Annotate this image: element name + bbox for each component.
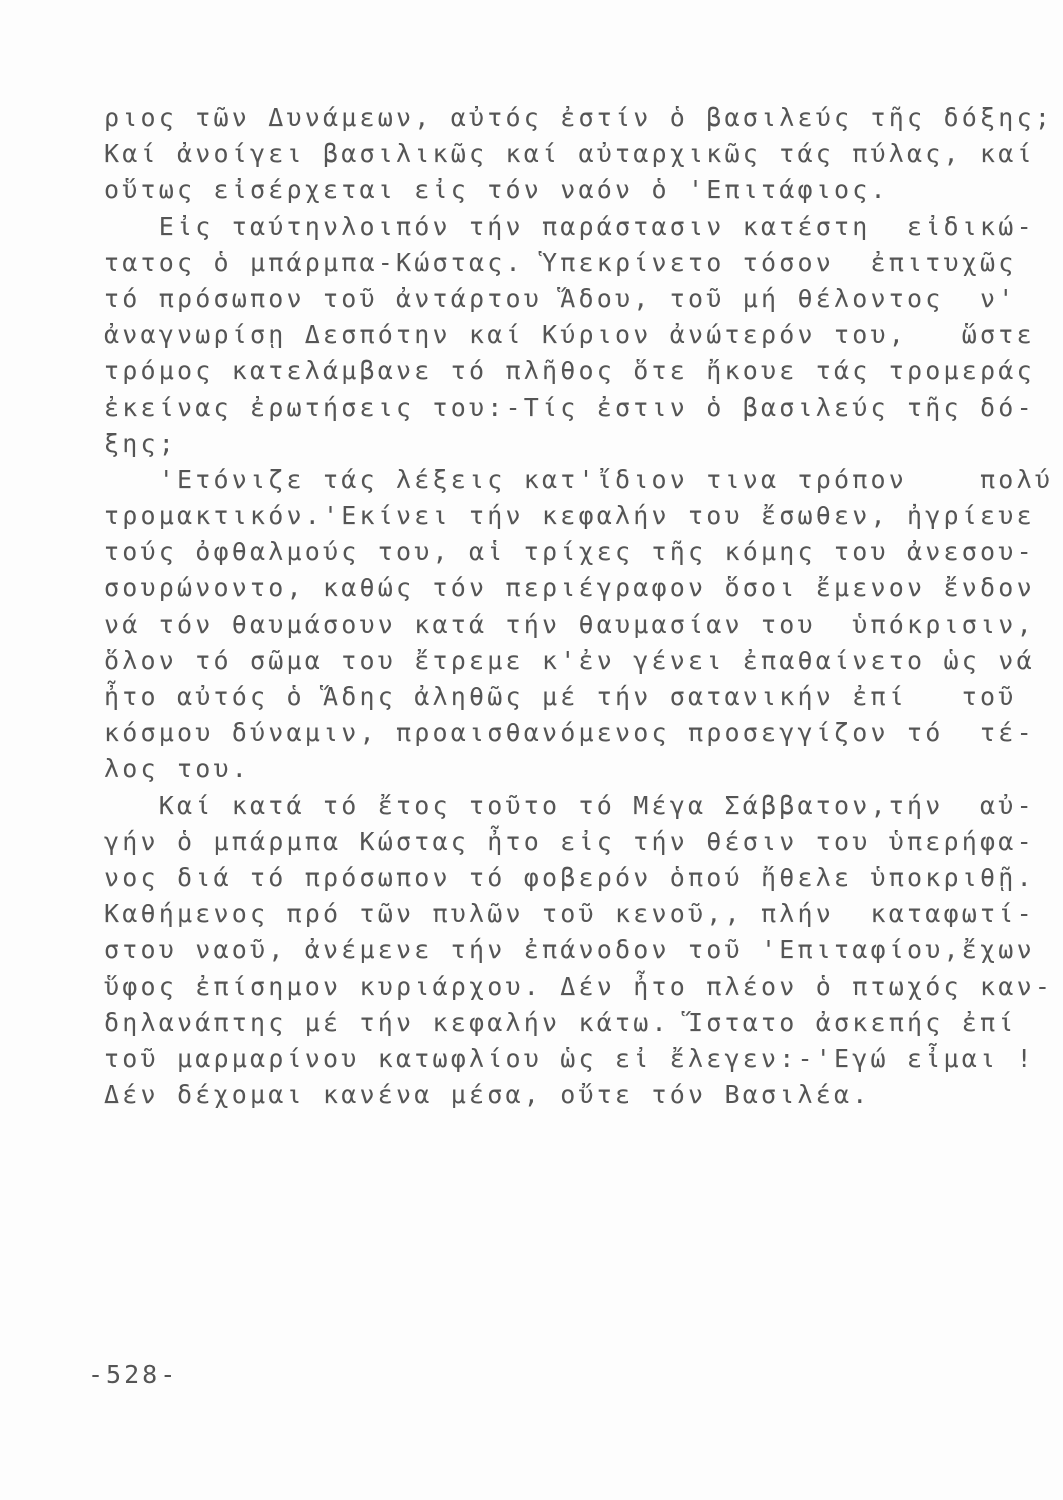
text-line: τρόμος κατελάμβανε τό πλῆθος ὅτε ἤκουε τάς τρομεράς xyxy=(104,356,1035,386)
text-line: ὕφος ἐπίσημον κυριάρχου. Δέν ἦτο πλέον ὁ πτωχός καν- xyxy=(104,971,1054,1001)
text-line: ριος τῶν Δυνάμεων, αὐτός ἐστίν ὁ βασιλεύς τῆς δόξης; xyxy=(104,103,1054,132)
text-line: ἦτο αὐτός ὁ Ἅδης ἀληθῶς μέ τήν σατανικήν ἐπί τοῦ xyxy=(104,682,1017,711)
text-line: τό πρόσωπον τοῦ ἀντάρτου Ἅδου, τοῦ μή θέλοντος ν' xyxy=(104,283,1017,313)
body-text xyxy=(104,100,1054,1113)
text-line: ὅλον τό σῶμα του ἔτρεμε κ'ἐν γένει ἐπαθαίνετο ὡς νά xyxy=(104,645,1035,675)
text-line: νά τόν θαυμάσουν κατά τήν θαυμασίαν του ὑπόκρισιν, xyxy=(104,609,1035,639)
text-line: δηλανάπτης μέ τήν κεφαλήν κάτω. Ἵστατο ἀσκεπής ἐπί xyxy=(104,1007,1017,1037)
text-line: Καί κατά τό ἔτος τοῦτο τό Μέγα Σάββατον,τήν αὐ- xyxy=(104,790,1035,820)
text-line: Δέν δέχομαι κανένα μέσα, οὔτε τόν Βασιλέα. xyxy=(104,1080,871,1110)
text-line: Καθήμενος πρό τῶν πυλῶν τοῦ κενοῦ,, πλήν καταφωτί- xyxy=(104,899,1035,929)
text-line: ἐκείνας ἐρωτήσεις του:-Τίς ἐστιν ὁ βασιλεύς τῆς δό- xyxy=(104,392,1035,422)
text-line: ἀναγνωρίσῃ Δεσπότην καί Κύριον ἀνώτερόν του, ὥστε xyxy=(104,320,1035,350)
text-line: οὕτως εἰσέρχεται εἰς τόν ναόν ὁ 'Επιτάφιος. xyxy=(104,175,889,205)
text-line: τούς ὀφθαλμούς του, αἱ τρίχες τῆς κόμης του ἀνεσου- xyxy=(104,537,1035,567)
text-line: σουρώνοντο, καθώς τόν περιέγραφον ὅσοι ἔμενον ἔνδον xyxy=(104,573,1035,603)
text-line: τρομακτικόν.'Εκίνει τήν κεφαλήν του ἔσωθεν, ἠγρίευε xyxy=(104,501,1035,531)
text-line: Εἰς ταύτηνλοιπόν τήν παράστασιν κατέστη εἰδικώ- xyxy=(104,211,1035,241)
text-line: τατος ὁ μπάρμπα-Κώστας. Ὑπεκρίνετο τόσον ἐπιτυχῶς xyxy=(104,247,1017,277)
text-line: γήν ὁ μπάρμπα Κώστας ἦτο εἰς τήν θέσιν του ὑπερήφα- xyxy=(104,826,1035,856)
text-line: κόσμου δύναμιν, προαισθανόμενος προσεγγίζον τό τέ- xyxy=(104,718,1035,748)
text-line: 'Ετόνιζε τάς λέξεις κατ'ἴδιον τινα τρόπον πολύ xyxy=(104,464,1054,494)
page-number: -528- xyxy=(88,1360,179,1389)
text-line: τοῦ μαρμαρίνου κατωφλίου ὡς εἰ ἔλεγεν:-'Εγώ εἶμαι ! xyxy=(104,1043,1035,1073)
text-line: λος του. xyxy=(104,754,251,784)
text-line: νος διά τό πρόσωπον τό φοβερόν ὁπού ἤθελε ὑποκριθῇ. xyxy=(104,862,1035,892)
text-line: στου ναοῦ, ἀνέμενε τήν ἐπάνοδον τοῦ 'Επιταφίου,ἔχων xyxy=(104,935,1035,965)
text-line: Καί ἀνοίγει βασιλικῶς καί αὐταρχικῶς τάς πύλας, καί xyxy=(104,139,1035,169)
text-line: ξης; xyxy=(104,428,178,458)
